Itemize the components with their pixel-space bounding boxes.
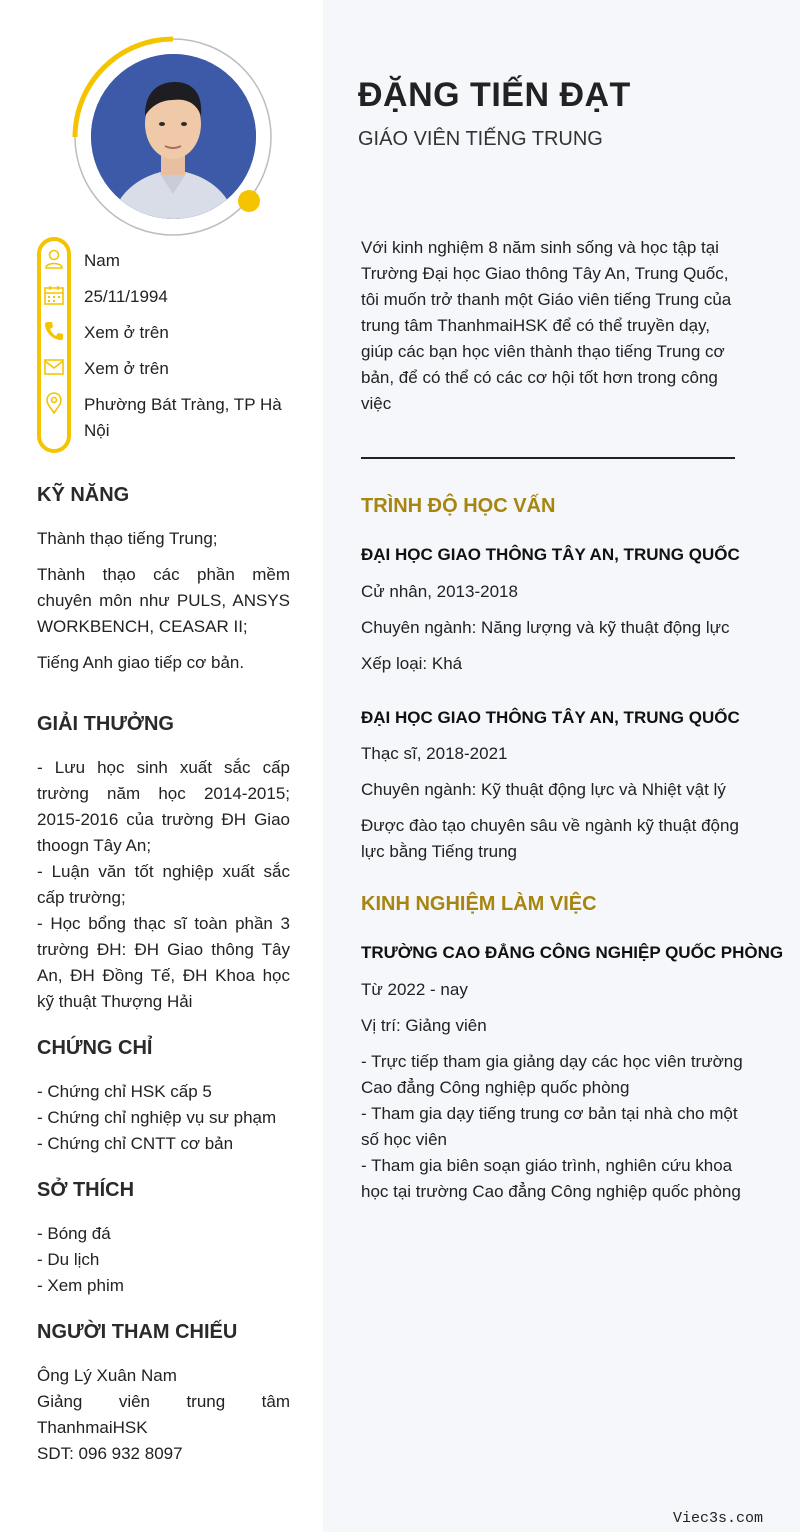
calendar-icon — [43, 284, 65, 306]
experience-duties: - Trực tiếp tham gia giảng dạy các học viên trường Cao đẳng Công nghiệp quốc phòng - Tham gia dạy tiếng trung cơ bản tại nhà cho một số học viên - Tham gia biên soạn giáo trình, nghiên cứu khoa học tại trường Cao đẳng Công nghiệp quốc phòng — [361, 1052, 743, 1201]
location-pin-icon — [43, 392, 65, 414]
experience-period: Từ 2022 - nay — [361, 980, 468, 999]
skill-item: Tiếng Anh giao tiếp cơ bản. — [37, 653, 245, 672]
hobby-item: - Bóng đá — [37, 1224, 111, 1243]
address-line-1: Phường Bát Tràng, TP Hà — [84, 395, 282, 414]
phone-icon — [43, 320, 65, 342]
skills-heading: KỸ NĂNG — [37, 484, 130, 506]
email: Xem ở trên — [84, 359, 169, 378]
person-photo — [91, 54, 256, 219]
hobby-item: - Xem phim — [37, 1276, 124, 1295]
avatar-frame — [72, 36, 274, 238]
address — [84, 392, 299, 444]
reference-name: Ông Lý Xuân Nam — [37, 1366, 177, 1385]
avatar — [91, 54, 256, 219]
job-title: GIÁO VIÊN TIẾNG TRUNG — [358, 128, 603, 150]
skill-item: Thành thạo tiếng Trung; — [37, 529, 218, 548]
education-school: ĐẠI HỌC GIAO THÔNG TÂY AN, TRUNG QUỐC — [361, 545, 740, 564]
skill-item: Thành thạo các phần mềm chuyên môn như PULS, ANSYS WORKBENCH, CEASAR II; — [37, 565, 290, 636]
phone: Xem ở trên — [84, 323, 169, 342]
candidate-name: ĐẶNG TIẾN ĐẠT — [358, 76, 631, 114]
reference-position: Giảng viên trung tâm ThanhmaiHSK — [37, 1392, 290, 1437]
education-degree: Cử nhân, 2013-2018 — [361, 582, 518, 601]
awards-text: - Lưu học sinh xuất sắc cấp trường năm học 2014-2015; 2015-2016 của trường ĐH Giao thoogn Tây An; - Luận văn tốt nghiệp xuất sắc cấp trường; - Học bổng thạc sĩ toàn phần 3 trường ĐH: ĐH Giao thông Tây An, ĐH Đồng Tế, ĐH Khoa học kỹ thuật Thượng Hải — [37, 758, 290, 1011]
section-divider — [361, 457, 735, 459]
education-note: Được đào tạo chuyên sâu về ngành kỹ thuật động lực bằng Tiếng trung — [361, 816, 739, 861]
education-major: Chuyên ngành: Kỹ thuật động lực và Nhiệt vật lý — [361, 780, 726, 799]
education-heading: TRÌNH ĐỘ HỌC VẤN — [361, 495, 556, 517]
mail-icon — [43, 356, 65, 378]
gender: Nam — [84, 251, 120, 270]
education-degree: Thạc sĩ, 2018-2021 — [361, 744, 508, 763]
certificates-list — [37, 1079, 290, 1157]
footer-watermark: Viec3s.com — [673, 1510, 764, 1527]
awards-heading: GIẢI THƯỞNG — [37, 713, 174, 735]
experience-heading: KINH NGHIỆM LÀM VIỆC — [361, 893, 597, 915]
user-icon — [43, 248, 65, 270]
reference-phone: SDT: 096 932 8097 — [37, 1444, 183, 1463]
accent-dot — [238, 190, 260, 212]
certificate-item: - Chứng chỉ nghiệp vụ sư phạm — [37, 1108, 277, 1127]
hobbies-heading: SỞ THÍCH — [37, 1179, 135, 1201]
reference-block — [37, 1363, 290, 1467]
education-major: Chuyên ngành: Năng lượng và kỹ thuật động lực — [361, 618, 730, 637]
experience-company: TRƯỜNG CAO ĐẲNG CÔNG NGHIỆP QUỐC PHÒNG — [361, 943, 784, 962]
birthday: 25/11/1994 — [84, 287, 168, 306]
experience-role: Vị trí: Giảng viên — [361, 1016, 487, 1035]
career-summary: Với kinh nghiệm 8 năm sinh sống và học tập tại Trường Đại học Giao thông Tây An, Trung Quốc, tôi muốn trở thanh một Giáo viên tiếng Trung của trung tâm ThanhmaiHSK để có thể truyền dạy, giúp các bạn học viên thành thạo tiếng Trung cơ bản, để có thể có các cơ hội tốt hơn trong công việc — [361, 238, 732, 413]
references-heading: NGƯỜI THAM CHIẾU — [37, 1321, 238, 1343]
address-line-2: Nội — [84, 421, 110, 440]
certificates-heading: CHỨNG CHỈ — [37, 1037, 153, 1059]
certificate-item: - Chứng chỉ HSK cấp 5 — [37, 1082, 212, 1101]
education-school: ĐẠI HỌC GIAO THÔNG TÂY AN, TRUNG QUỐC — [361, 708, 740, 727]
hobby-item: - Du lịch — [37, 1250, 100, 1269]
education-grade: Xếp loại: Khá — [361, 654, 463, 673]
hobbies-list — [37, 1221, 290, 1299]
certificate-item: - Chứng chỉ CNTT cơ bản — [37, 1134, 234, 1153]
